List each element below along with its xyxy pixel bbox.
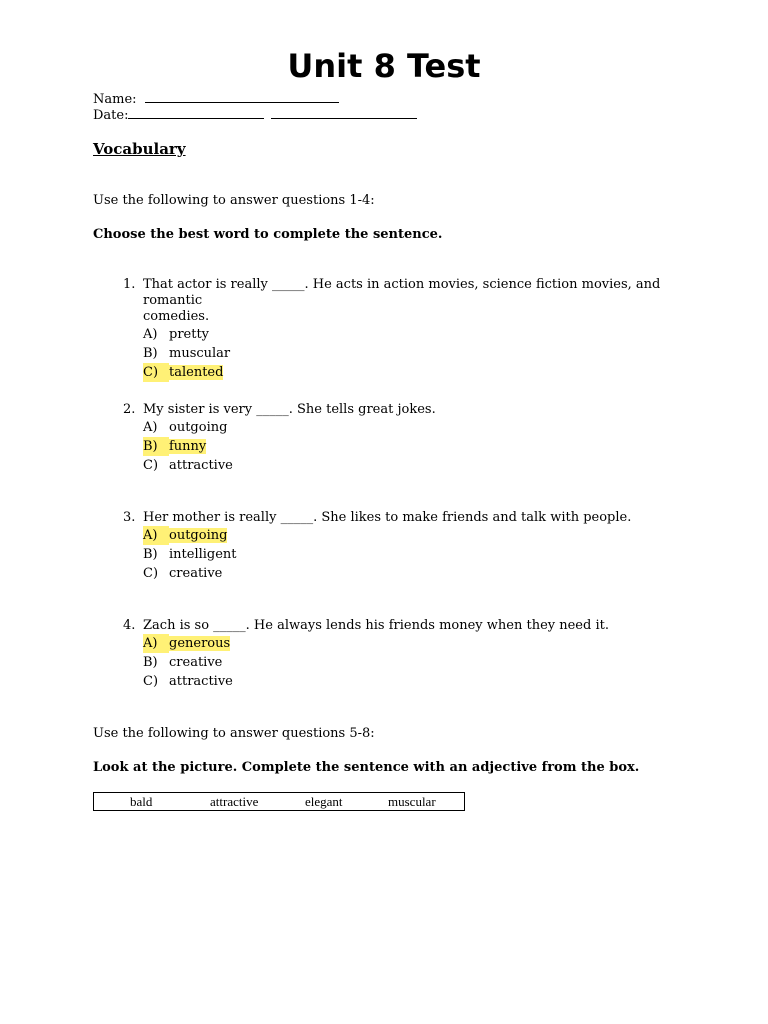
- group1-intro: Use the following to answer questions 1-4:: [93, 193, 375, 208]
- name-blank: [145, 90, 339, 103]
- date-line: [93, 106, 417, 124]
- question-number: 1.: [123, 277, 136, 292]
- group2-intro: Use the following to answer questions 5-8:: [93, 726, 375, 741]
- question-stem: That actor is really _____. He acts in action movies, science fiction movies, and romantic: [143, 277, 661, 308]
- question-1: [123, 277, 703, 382]
- page-title: Unit 8 Test: [287, 47, 481, 85]
- option-b-highlighted: B) funny: [143, 439, 207, 454]
- question-number: 3.: [123, 510, 136, 525]
- date-blank-2: [271, 106, 417, 119]
- question-stem: My sister is very _____. She tells great jokes.: [143, 402, 436, 417]
- word-box-item: bald: [130, 794, 153, 809]
- option-a-highlighted: A) generous: [143, 636, 231, 651]
- option-c: C) attractive: [143, 674, 233, 689]
- question-number: 4.: [123, 618, 136, 633]
- word-box-item: elegant: [305, 794, 343, 809]
- option-b: B) intelligent: [143, 547, 237, 562]
- word-box-item: muscular: [388, 794, 436, 809]
- question-stem-continued: comedies.: [143, 309, 210, 324]
- option-a: A) pretty: [143, 327, 210, 342]
- name-label: Name:: [93, 92, 137, 107]
- option-a-highlighted: A) outgoing: [143, 528, 228, 543]
- question-4: [123, 618, 703, 691]
- question-2: [123, 402, 703, 475]
- question-3: [123, 510, 703, 583]
- date-label: Date:: [93, 108, 129, 123]
- group1-instruction: Choose the best word to complete the sentence.: [93, 227, 443, 242]
- option-c: C) attractive: [143, 458, 233, 473]
- option-a: A) outgoing: [143, 420, 228, 435]
- option-c-highlighted: C) talented: [143, 365, 224, 380]
- word-box: [93, 792, 465, 811]
- question-stem: Zach is so _____. He always lends his friends money when they need it.: [143, 618, 609, 633]
- question-number: 2.: [123, 402, 136, 417]
- group2-instruction: Look at the picture. Complete the sentence with an adjective from the box.: [93, 760, 640, 775]
- word-box-item: attractive: [210, 794, 259, 809]
- option-b: B) creative: [143, 655, 223, 670]
- question-stem: Her mother is really _____. She likes to make friends and talk with people.: [143, 510, 632, 525]
- option-c: C) creative: [143, 566, 223, 581]
- section-heading: Vocabulary: [93, 140, 186, 158]
- option-b: B) muscular: [143, 346, 231, 361]
- date-blank-1: [128, 106, 264, 119]
